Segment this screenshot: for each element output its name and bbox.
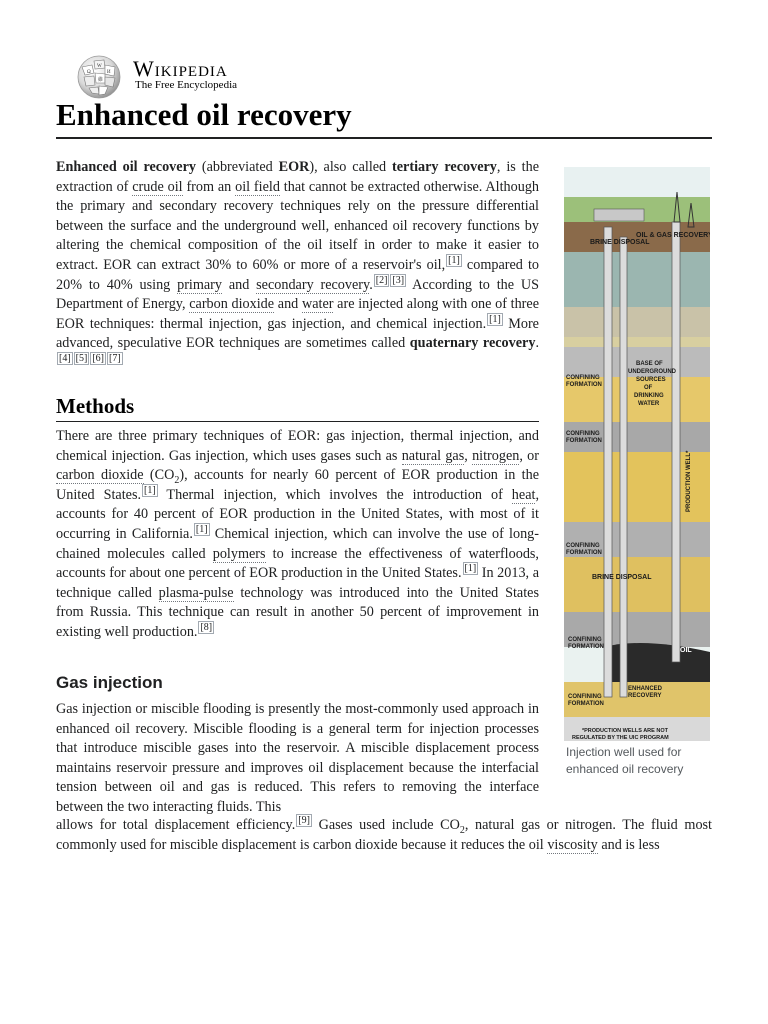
text-run: Thermal injection, which involves the introduction of bbox=[157, 486, 512, 503]
injection-well-figure[interactable] bbox=[564, 167, 710, 741]
label-oil: OIL bbox=[680, 647, 692, 654]
text-run: There are three primary techniques of EOR: gas injection, thermal injection, and chemical injection. Gas injection, which uses gases such as bbox=[56, 428, 539, 464]
label-confining: CONFINING bbox=[566, 543, 600, 549]
link-natural-gas[interactable]: natural gas bbox=[401, 447, 465, 464]
label-confining: CONFINING bbox=[566, 375, 600, 381]
subscript: 2 bbox=[459, 824, 465, 836]
methods-paragraph bbox=[56, 427, 539, 643]
gas-injection-paragraph-continued bbox=[56, 816, 712, 855]
citation-7[interactable]: [7] bbox=[109, 353, 121, 365]
bold-term-tertiary: tertiary recovery bbox=[392, 159, 497, 175]
citation-1[interactable]: [1] bbox=[489, 314, 501, 326]
figure-caption: Injection well used for enhanced oil recovery bbox=[566, 745, 684, 776]
link-secondary-recovery[interactable]: secondary recovery bbox=[256, 276, 370, 293]
svg-text:И: И bbox=[107, 70, 111, 75]
label-brine-disposal: BRINE DISPOSAL bbox=[592, 574, 652, 581]
link-nitrogen[interactable]: nitrogen bbox=[472, 447, 520, 464]
citation-1[interactable]: [1] bbox=[448, 255, 460, 267]
section-heading-methods: Methods bbox=[56, 392, 539, 422]
citation-1[interactable]: [1] bbox=[195, 524, 208, 536]
bold-term-eor-full: Enhanced oil recovery bbox=[56, 159, 196, 175]
label-formation: FORMATION bbox=[568, 701, 604, 707]
label-oil-gas-recovery: OIL & GAS RECOVERY bbox=[636, 232, 710, 239]
link-plasma-pulse[interactable]: plasma-pulse bbox=[158, 584, 234, 601]
link-crude-oil[interactable]: crude oil bbox=[132, 178, 183, 195]
lede-paragraph bbox=[56, 158, 539, 374]
text-run: . bbox=[535, 335, 539, 352]
link-primary[interactable]: primary bbox=[177, 276, 223, 293]
label-confining: CONFINING bbox=[568, 637, 602, 643]
label-enhanced: ENHANCED bbox=[628, 686, 663, 692]
text-run: In 2013, a technique called bbox=[56, 565, 539, 601]
svg-text:W: W bbox=[97, 64, 102, 69]
text-run: (abbreviated bbox=[195, 159, 279, 175]
citation-6[interactable]: [6] bbox=[92, 353, 105, 365]
wikipedia-globe-icon bbox=[74, 53, 124, 99]
citation-9[interactable]: [9] bbox=[298, 815, 310, 827]
citation-3[interactable]: [3] bbox=[392, 274, 405, 286]
label-formation: FORMATION bbox=[568, 644, 604, 650]
label-production-well: PRODUCTION WELL* bbox=[686, 450, 692, 512]
text-run: Gases used include CO bbox=[311, 817, 460, 833]
text-run: Gas injection or miscible flooding is presently the most-commonly used approach in enhanced oil recovery. Miscible flooding is a general term for injection processes that introduce miscible gases into the reservoir. A miscible displacement process maintains reservoir pressure and improves oil displacement because the interfacial tension between oil and gas is reduced. This refers to removing the interface between the two interacting fluids. This bbox=[56, 701, 539, 815]
injection-well-illustration bbox=[564, 167, 710, 741]
text-run: and bbox=[222, 276, 257, 293]
wikipedia-wordmark: Wikipedia bbox=[133, 56, 228, 81]
text-run: are injected along with one of three EOR techniques: thermal injection, gas injection, and chemical injection. bbox=[56, 296, 539, 332]
svg-text:Ω: Ω bbox=[87, 70, 91, 75]
link-oil-field[interactable]: oil field bbox=[235, 178, 280, 195]
bold-term-quaternary: quaternary recovery bbox=[409, 335, 536, 352]
text-run: (CO bbox=[143, 467, 175, 484]
label-confining: CONFINING bbox=[568, 694, 602, 700]
page-title: Enhanced oil recovery bbox=[56, 95, 712, 139]
bold-term-eor: EOR bbox=[278, 159, 310, 175]
label-water: WATER bbox=[638, 401, 660, 407]
wikipedia-tagline: The Free Encyclopedia bbox=[135, 79, 238, 91]
text-run: from an bbox=[182, 178, 236, 195]
link-polymers[interactable]: polymers bbox=[212, 545, 266, 562]
text-run: , is the extraction of bbox=[56, 159, 540, 195]
label-confining: CONFINING bbox=[566, 431, 600, 437]
label-drinking: DRINKING bbox=[634, 393, 664, 399]
label-note-line-2: REGULATED BY THE UIC PROGRAM bbox=[572, 735, 669, 741]
link-water[interactable]: water bbox=[301, 296, 334, 313]
text-run: , accounts for 40 percent of EOR production in the United States, with most of it occurring in California. bbox=[56, 486, 539, 542]
citation-8[interactable]: [8] bbox=[200, 622, 213, 634]
link-carbon-dioxide[interactable]: carbon dioxide bbox=[189, 296, 275, 313]
text-run: ), also called bbox=[309, 159, 393, 175]
text-run: compared to 20% to 40% using bbox=[56, 256, 539, 293]
section-heading-gas-injection: Gas injection bbox=[56, 673, 163, 692]
citation-1[interactable]: [1] bbox=[464, 563, 477, 575]
label-base-of: BASE OF bbox=[636, 361, 663, 367]
text-run: , or bbox=[519, 447, 539, 464]
text-run: According to the US Department of Energy, bbox=[56, 276, 539, 313]
label-of: OF bbox=[644, 385, 653, 391]
text-run: to increase the effectiveness of waterfloods, accounts for about one percent of EOR production in the United States. bbox=[56, 545, 539, 582]
citation-4[interactable]: [4] bbox=[59, 353, 71, 365]
subscript: 2 bbox=[174, 475, 180, 487]
label-note-line-1: *PRODUCTION WELLS ARE NOT bbox=[582, 728, 668, 734]
gas-injection-paragraph bbox=[56, 700, 539, 818]
label-recovery: RECOVERY bbox=[628, 693, 662, 699]
wikipedia-logo[interactable] bbox=[74, 52, 274, 100]
text-run: and bbox=[274, 296, 302, 313]
link-heat[interactable]: heat bbox=[511, 486, 536, 503]
label-brine-disposal: BRINE DISPOSAL bbox=[590, 239, 650, 246]
label-underground: UNDERGROUND bbox=[628, 369, 676, 375]
link-viscosity[interactable]: viscosity bbox=[547, 836, 598, 853]
citation-5[interactable]: [5] bbox=[75, 353, 88, 365]
label-sources: SOURCES bbox=[636, 377, 666, 383]
citation-2[interactable]: [2] bbox=[375, 274, 388, 286]
text-run: and is less bbox=[597, 836, 660, 853]
label-formation: FORMATION bbox=[566, 382, 602, 388]
svg-text:維: 維 bbox=[98, 78, 104, 83]
label-formation: FORMATION bbox=[566, 550, 602, 556]
text-run: ), accounts for nearly 60 percent of EOR production in the United States. bbox=[56, 467, 540, 503]
text-run: More advanced, speculative EOR techniques are sometimes called bbox=[56, 315, 539, 352]
text-run: that cannot be extracted otherwise. Although the primary and secondary recovery techniques rely on the pressure differential between the surface and the underground well, enhanced oil recovery functions by altering the chemical composition of the oil itself in order to make it easier to extract. EOR can extract 30% to 60% or more of a reservoir's oil, bbox=[56, 178, 540, 273]
text-run: Chemical injection, which can involve the use of long-chained molecules called bbox=[56, 525, 540, 562]
citation-1[interactable]: [1] bbox=[144, 485, 156, 497]
text-run: allows for total displacement efficiency. bbox=[56, 817, 296, 833]
text-run: , natural gas or nitrogen. The fluid most commonly used for miscible displacement is carbon dioxide because it reduces the oil bbox=[56, 817, 712, 853]
text-run: , bbox=[464, 447, 473, 464]
label-formation: FORMATION bbox=[566, 438, 602, 444]
link-carbon-dioxide[interactable]: carbon dioxide bbox=[56, 467, 144, 484]
text-run: technology was introduced into the United States from Russia. This technique can result in another 50 percent of improvement in existing well production. bbox=[56, 584, 539, 640]
text-run: . bbox=[369, 276, 373, 293]
